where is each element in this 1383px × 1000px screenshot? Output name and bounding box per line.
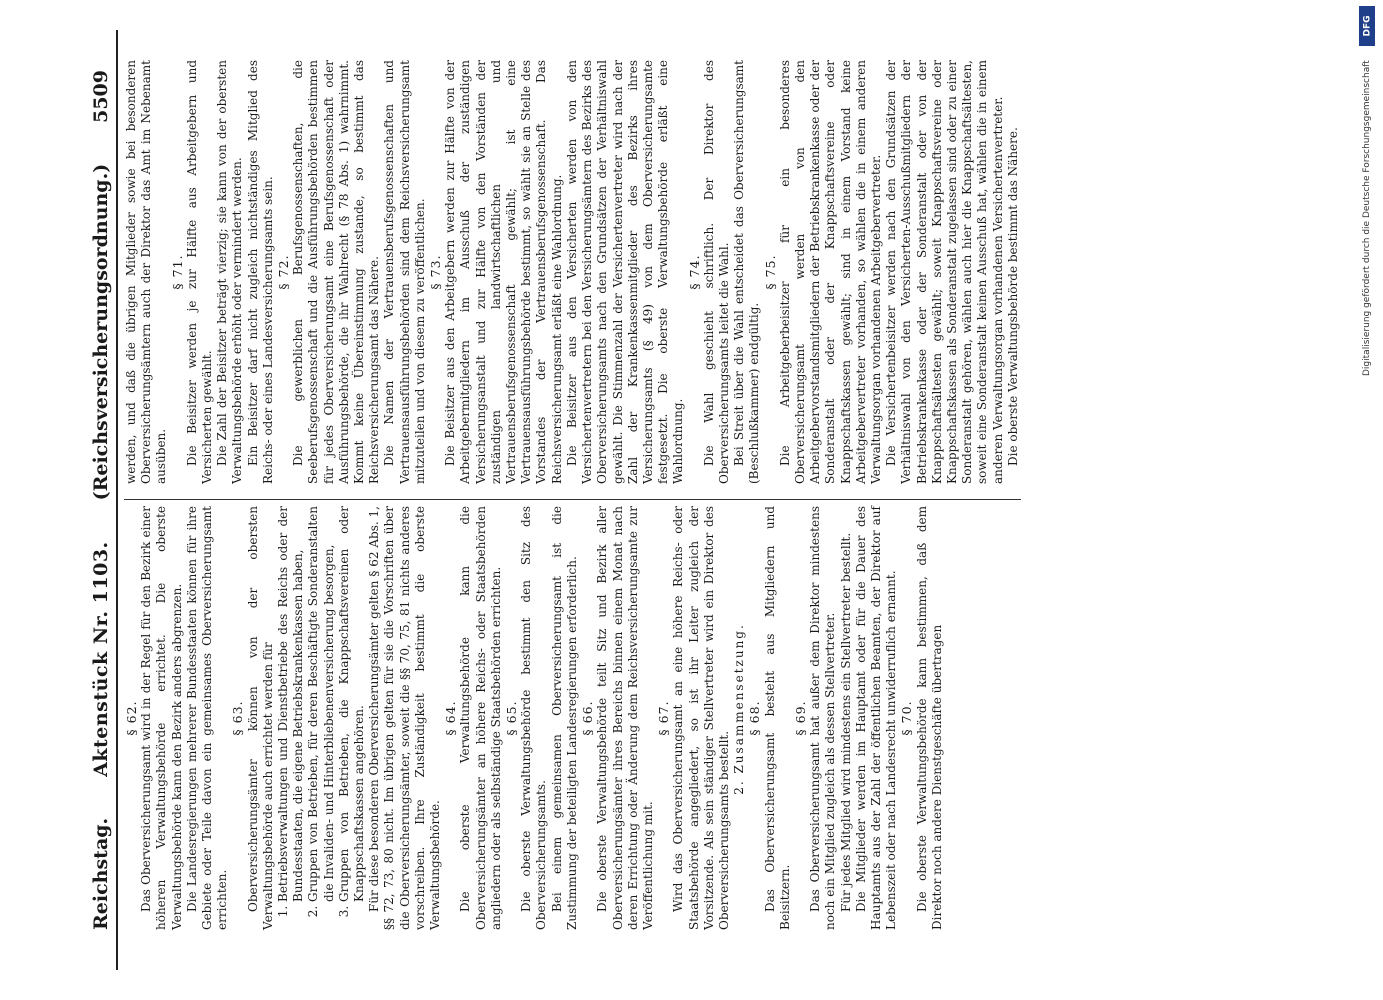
page-number: 5509: [90, 70, 112, 123]
paragraph: Die Mitglieder werden im Hauptamt oder für die Dauer des Hauptamts aus der Zahl der öffentlichen Beamten, der Direktor auf Lebenszeit oder nach Landesrecht unwiderruflich ernannt.: [853, 506, 899, 930]
section-heading: § 64.: [443, 700, 459, 736]
paragraph: Die Zahl der Beisitzer beträgt vierzig; sie kann von der obersten Verwaltungsbehörde erhöht oder vermindert werden.: [215, 60, 245, 484]
section-heading: § 62.: [124, 700, 139, 736]
paragraph: Die Beisitzer werden je zur Hälfte aus Arbeitgebern und Versicherten gewählt.: [184, 60, 215, 484]
paragraph: Für diese besonderen Oberversicherungsämter gelten § 62 Abs. 1, §§ 72, 73, 80 nicht. Im übrigen gelten für sie die Vorschriften über die Oberversicherungsämter, soweit die §§ 70, 75, 81 nichts anderes vorschreiben. Ihre Zuständigkeit bestimmt die oberste Verwaltungsbehörde.: [367, 506, 443, 930]
paragraph: Die Namen der Vertrauensberufsgenossenschaften und Vertrauensausführungsbehörden sind dem Reichsversicherungsamt mitzuteilen und von diesem zu veröffentlichen.: [382, 60, 427, 484]
paragraph: Die gewerblichen Berufsgenossenschaften, die Seeberufsgenossenschaft und die Ausführungsbehörden bestimmen für jedes Oberversicherungsamt eine Berufsgenossenschaft oder Ausführungsbehörde, die ihr Wahlrecht (§ 78 Abs. 1) wahrnimmt. Kommt keine Übereinstimmung zustande, so bestimmt das Reichsversicherungsamt das Nähere.: [291, 60, 382, 484]
section-heading: § 68.: [747, 700, 763, 736]
section-heading: § 74.: [686, 254, 702, 290]
right-column: [124, 60, 1021, 484]
paragraph: Bei Streit über die Wahl entscheidet das Oberversicherungsamt (Beschlußkammer) endgültig.: [732, 60, 762, 484]
paragraph: Die Landesregierungen mehrerer Bundesstaaten können für ihre Gebiete oder Teile davon ein gemeinsames Oberversicherungsamt errichten.: [184, 506, 230, 930]
header-left: Reichstag.: [90, 817, 112, 930]
section-heading: § 70.: [899, 700, 915, 736]
section-heading: § 71.: [169, 254, 185, 290]
section-heading: § 72.: [276, 254, 292, 290]
section-heading: § 67.: [656, 700, 672, 736]
paragraph: Die Wahl geschieht schriftlich. Der Direktor des Oberversicherungsamts leitet die Wahl.: [701, 60, 731, 484]
paragraph: Die oberste Verwaltungsbehörde kann die Oberversicherungsämter an höhere Reichs- oder Staatsbehörden angliedern oder als selbständige Staatsbehörden errichten.: [458, 506, 503, 930]
list-item: 2. Gruppen von Betrieben, für deren Beschäftigte Sonderanstalten die Invaliden- und Hinterbliebenenversicherung besorgen,: [306, 506, 336, 902]
text-columns: [124, 30, 1021, 970]
paragraph: Für jedes Mitglied wird mindestens ein Stellvertreter bestellt.: [838, 532, 853, 912]
paragraph: Oberversicherungsämter können von der obersten Verwaltungsbehörde auch errichtet werden für: [245, 506, 275, 930]
header-center: Aktenstück Nr. 1103.: [90, 541, 112, 777]
paragraph: Die oberste Verwaltungsbehörde teilt Sitz und Bezirk aller Oberversicherungsämter ihres Bereichs binnen einem Monat nach deren Errichtung oder Änderung dem Reichsversicherungsamte zur Veröffentlichung mit.: [595, 506, 655, 930]
header-right-title: (Reichsversicherungsordnung.): [90, 163, 112, 501]
left-column: [124, 506, 1021, 930]
section-heading: § 65.: [504, 700, 520, 736]
paragraph: werden, und daß die übrigen Mitglieder sowie bei besonderen Oberversicherungsämtern auch der Direktor das Amt im Nebenamt ausüben.: [124, 60, 169, 484]
paragraph: Die oberste Verwaltungsbehörde kann bestimmen, daß dem Direktor noch andere Dienstgeschäfte übertragen: [914, 506, 944, 930]
paragraph: Das Oberversicherungsamt wird in der Regel für den Bezirk einer höheren Verwaltungsbehörde errichtet. Die oberste Verwaltungsbehörde kann den Bezirk anders abgrenzen.: [139, 506, 184, 930]
section-heading: § 69.: [792, 700, 808, 736]
paragraph: Die oberste Verwaltungsbehörde bestimmt das Nähere.: [1005, 127, 1020, 466]
paragraph: Wird das Oberversicherungsamt an eine höhere Reichs- oder Staatsbehörde angegliedert, so ist ihr Leiter zugleich der Vorsitzende. Als sein ständiger Stellvertreter wird ein Direktor des Oberversicherungsamts bestellt.: [671, 506, 731, 930]
section-heading: § 75.: [762, 254, 778, 290]
paragraph: Die Versichertenbeisitzer werden nach den Grundsätzen der Verhältniswahl von den Versicherten-Ausschußmitgliedern der Betriebskrankenkasse oder der Sonderanstalt oder von der Knappschaftsältesten gewählt; soweit Knappschaftsvereine oder Knappschaftskassen als Sonderanstalt zugelassen sind oder zu einer Sonderanstalt gehören, wählen auch hier die Knappschaftsältesten, soweit eine Sonderanstalt keinen Ausschuß hat, wählen die in einem anderen Verwaltungsorgan vorhandenen Versichertenvertreter.: [884, 60, 1005, 484]
page-header: [90, 30, 118, 970]
list-item: 3. Gruppen von Betrieben, die Knappschaftsvereinen oder Knappschaftskassen angehören.: [337, 506, 367, 902]
section-heading: § 66.: [580, 700, 596, 736]
paragraph: Bei einem gemeinsamen Oberversicherungsamt ist die Zustimmung der beteiligten Landesregierungen erforderlich.: [549, 506, 579, 930]
paragraph: Die Beisitzer aus den Versicherten werden von den Versichertenvertretern bei den Versicherungsämtern des Bezirks des Oberversicherungsamts nach den Grundsätzen der Verhältniswahl gewählt. Die Stimmenzahl der Versichertenvertreter wird nach der Zahl der Krankenkassenmitglieder des Bezirks ihres Versicherungsamts (§ 49) von dem Oberversicherungsamte festgesetzt. Die oberste Verwaltungsbehörde erläßt eine Wahlordnung.: [564, 60, 686, 484]
paragraph: Das Oberversicherungsamt besteht aus Mitgliedern und Beisitzern.: [762, 506, 792, 930]
paragraph: Ein Beisitzer darf nicht zugleich nichtständiges Mitglied des Reichs- oder eines Landesversicherungsamts sein.: [245, 60, 275, 484]
paragraph: Die oberste Verwaltungsbehörde bestimmt den Sitz des Oberversicherungsamts.: [519, 506, 549, 930]
digitization-note: Digitalisierung gefördert durch die Deutsche Forschungsgemeinschaft: [1362, 60, 1372, 376]
paragraph: Das Oberversicherungsamt hat außer dem Direktor mindestens noch ein Mitglied zugleich als dessen Stellvertreter.: [808, 506, 838, 930]
section-heading: § 73.: [428, 254, 444, 290]
paragraph: Die Arbeitgeberbeisitzer für ein besonderes Oberversicherungsamt werden von den Arbeitgebervorstandsmitgliedern der Betriebskrankenkasse oder der Sonderanstalt oder der Knappschaftsvereine oder Knappschaftskassen gewählt; sind in einem Vorstand keine Arbeitgebervertreter vorhanden, so wählen die in einem anderen Verwaltungsorgan vorhandenen Arbeitgebervertreter.: [777, 60, 883, 484]
dfg-logo: DFG: [1359, 6, 1375, 46]
section-heading: § 63.: [230, 700, 246, 736]
enumerated-list: [276, 506, 367, 930]
list-item: 1. Betriebsverwaltungen und Dienstbetriebe des Reichs oder der Bundesstaaten, die eigene Betriebskrankenkassen haben,: [276, 506, 306, 902]
subsection-heading: 2. Zusammensetzung.: [732, 623, 747, 795]
paragraph: Die Beisitzer aus den Arbeitgebern werden zur Hälfte von der Arbeitgebermitgliedern im Ausschuß der zuständigen Versicherungsanstalt und zur Hälfte von den Vorständen der zuständigen landwirtschaftlichen und Vertrauensberufsgenossenschaft gewählt; ist eine Vertrauensausführungsbehörde bestimmt, so wählt sie an Stelle des Vorstandes der Vertrauensberufsgenossenschaft. Das Reichsversicherungsamt erläßt eine Wahlordnung.: [443, 60, 564, 484]
